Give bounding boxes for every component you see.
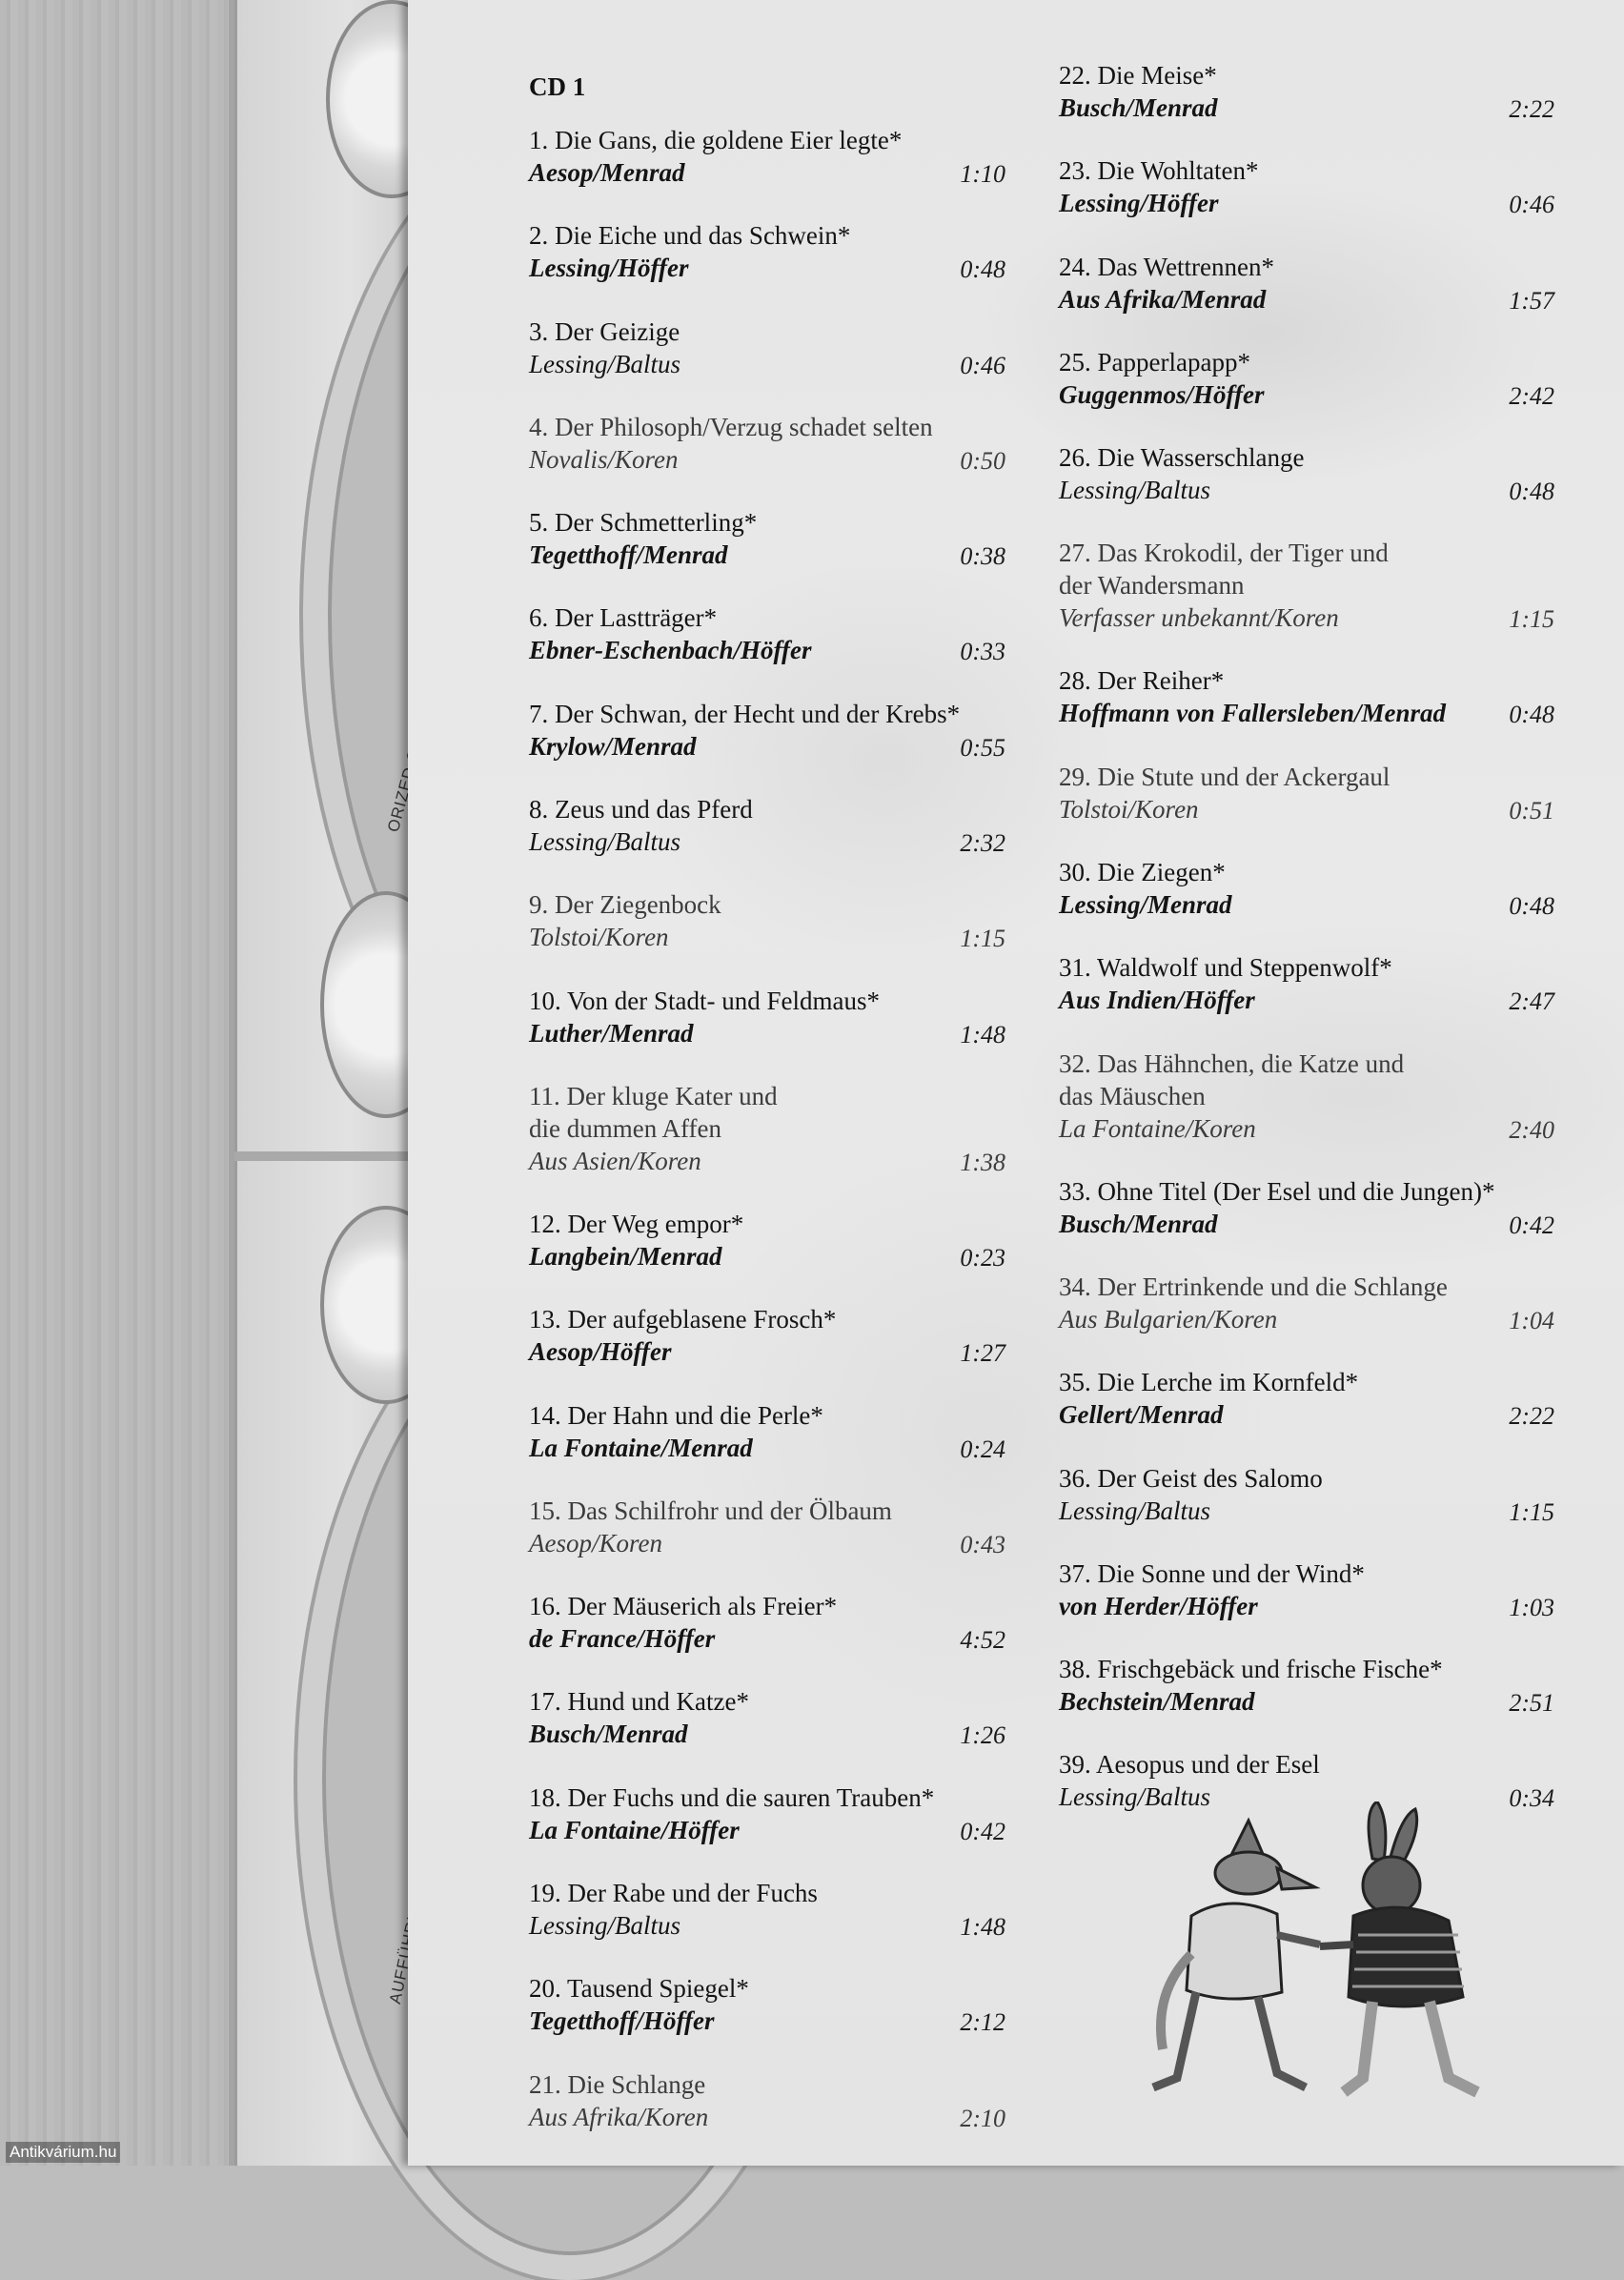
track-duration: 0:38 [960,542,1005,571]
track-author: Tolstoi/Koren [1059,794,1199,824]
track-row [1059,761,1554,856]
track-duration: 1:10 [960,160,1005,188]
track-title: 5. Der Schmetterling* [529,508,758,538]
track-duration: 1:38 [960,1148,1005,1176]
track-duration: 1:26 [960,1721,1005,1750]
track-row [1059,856,1554,951]
tracklist-booklet [408,0,1624,2166]
track-author: von Herder/Höffer [1059,1591,1258,1620]
track-title: 7. Der Schwan, der Hecht und der Krebs* [529,699,961,728]
track-author: Tolstoi/Koren [529,923,669,952]
track-author: Lessing/Baltus [1059,1782,1211,1812]
track-row [1059,154,1554,250]
fox-and-hare-puppets-illustration [1086,1802,1563,2126]
track-title: 10. Von der Stadt- und Feldmaus* [529,986,880,1015]
track-author: La Fontaine/Koren [1059,1113,1256,1143]
cd-heading: CD 1 [529,72,586,101]
track-duration: 1:15 [960,925,1005,953]
track-author: Hoffmann von Fallersleben/Menrad [1059,699,1447,728]
track-row [529,985,1005,1080]
track-title: 29. Die Stute und der Ackergaul [1059,762,1391,791]
track-row [1059,441,1554,537]
track-title: 33. Ohne Titel (Der Esel und die Jungen)* [1059,1176,1495,1206]
track-row [1059,951,1554,1047]
track-title: 34. Der Ertrinkende und die Schlange [1059,1272,1448,1301]
track-author: Lessing/Baltus [529,1911,681,1941]
track-duration: 0:55 [960,733,1005,762]
track-title: 6. Der Lastträger* [529,603,718,633]
track-author: Lessing/Baltus [529,349,681,378]
track-row [529,506,1005,601]
track-title: 23. Die Wohltaten* [1059,156,1259,186]
track-row [529,1685,1005,1781]
track-row [529,1972,1005,2067]
track-author: Busch/Menrad [1059,1209,1218,1238]
track-duration: 0:48 [1509,701,1554,729]
track-duration: 0:51 [1509,796,1554,824]
track-author: Aesop/Koren [529,1528,662,1557]
track-duration: 0:43 [960,1530,1005,1558]
track-title: 27. Das Krokodil, der Tiger und der Wandersmann [1059,539,1389,601]
track-title: 22. Die Meise* [1059,61,1217,90]
track-author: La Fontaine/Menrad [529,1433,753,1462]
track-row [529,888,1005,984]
track-duration: 0:48 [960,255,1005,284]
track-duration: 0:34 [1509,1784,1554,1813]
wall-background [0,0,233,2166]
track-duration: 2:42 [1509,381,1554,410]
track-duration: 0:42 [1509,1211,1554,1239]
track-title: 24. Das Wettrennen* [1059,252,1275,281]
track-duration: 2:22 [1509,1402,1554,1431]
track-row [529,1495,1005,1590]
track-title: 39. Aesopus und der Esel [1059,1750,1320,1780]
track-duration: 2:51 [1509,1689,1554,1718]
track-row [1059,1271,1554,1366]
track-title: 14. Der Hahn und die Perle* [529,1400,823,1430]
track-author: Verfasser unbekannt/Koren [1059,603,1339,633]
track-duration: 0:33 [960,638,1005,666]
track-row [1059,59,1554,154]
track-duration: 0:48 [1509,478,1554,506]
track-title: 3. Der Geizige [529,316,680,346]
track-duration: 0:23 [960,1243,1005,1272]
track-author: Aus Afrika/Koren [529,2102,709,2131]
track-title: 11. Der kluge Kater und die dummen Affen [529,1081,778,1143]
track-title: 31. Waldwolf und Steppenwolf* [1059,953,1392,983]
track-duration: 0:24 [960,1435,1005,1463]
track-author: Aus Afrika/Menrad [1059,284,1267,314]
track-row [1059,1366,1554,1461]
track-author: Lessing/Höffer [529,254,689,283]
track-duration: 2:40 [1509,1115,1554,1144]
track-duration: 1:15 [1509,1497,1554,1526]
track-duration: 0:46 [960,351,1005,379]
disc-copyright-text-upper: ORIZED [384,764,419,834]
track-author: Aesop/Menrad [529,158,685,187]
track-title: 13. Der aufgeblasene Frosch* [529,1305,837,1334]
track-row [1059,1462,1554,1557]
track-author: Lessing/Höffer [1059,189,1219,218]
track-duration: 0:48 [1509,892,1554,921]
fox-puppet [1153,1821,1320,2087]
track-title: 36. Der Geist des Salomo [1059,1463,1323,1493]
track-author: Guggenmos/Höffer [1059,379,1265,409]
site-watermark: Antikvárium.hu [6,2142,120,2163]
track-duration: 1:27 [960,1339,1005,1368]
track-author: Bechstein/Menrad [1059,1687,1255,1717]
track-title: 4. Der Philosoph/Verzug schadet selten [529,412,933,441]
track-title: 25. Papperlapapp* [1059,347,1250,377]
track-title: 8. Zeus und das Pferd [529,795,753,824]
track-author: Lessing/Baltus [1059,1496,1211,1525]
track-author: Lessing/Baltus [529,827,681,857]
track-title: 19. Der Rabe und der Fuchs [529,1879,818,1908]
track-title: 15. Das Schilfrohr und der Ölbaum [529,1496,892,1525]
track-title: 2. Die Eiche und das Schwein* [529,221,851,251]
track-author: Gellert/Menrad [1059,1400,1224,1430]
track-author: Busch/Menrad [1059,93,1218,122]
track-title: 32. Das Hähnchen, die Katze und das Mäuschen [1059,1048,1405,1110]
track-row [529,316,1005,411]
track-row [1059,251,1554,346]
track-author: Tegetthoff/Menrad [529,540,728,570]
track-row [529,1781,1005,1877]
track-author: Tegetthoff/Höffer [529,2006,715,2036]
track-row [529,2068,1005,2164]
track-duration: 2:47 [1509,987,1554,1016]
cd-case-seam [234,1151,421,1161]
track-author: Lessing/Menrad [1059,890,1232,920]
track-title: 18. Der Fuchs und die sauren Trauben* [529,1782,935,1812]
track-row [529,219,1005,315]
track-row [529,1303,1005,1398]
track-author: Aus Indien/Höffer [1059,986,1255,1015]
track-duration: 2:10 [960,2104,1005,2132]
hare-puppet [1320,1802,1477,2092]
track-author: Novalis/Koren [529,444,679,474]
track-author: de France/Höffer [529,1624,716,1654]
track-duration: 2:22 [1509,95,1554,123]
track-row [1059,1653,1554,1748]
track-duration: 1:48 [960,1913,1005,1942]
track-author: Lessing/Baltus [1059,476,1211,505]
track-title: 30. Die Ziegen* [1059,858,1226,887]
track-duration: 0:50 [960,446,1005,475]
track-row [529,793,1005,888]
track-duration: 0:42 [960,1817,1005,1845]
track-row [529,1208,1005,1303]
track-author: Busch/Menrad [529,1720,688,1749]
track-title: 20. Tausend Spiegel* [529,1974,749,2004]
track-duration: 2:32 [960,829,1005,858]
track-author: Aesop/Höffer [529,1337,672,1367]
track-row [1059,346,1554,441]
track-duration: 1:48 [960,1020,1005,1048]
track-title: 1. Die Gans, die goldene Eier legte* [529,126,903,154]
track-title: 12. Der Weg empor* [529,1209,744,1238]
track-row [529,698,1005,793]
track-row [1059,664,1554,760]
track-author: Ebner-Eschenbach/Höffer [529,636,812,665]
track-title: 17. Hund und Katze* [529,1687,749,1717]
track-row [529,601,1005,697]
track-title: 38. Frischgebäck und frische Fische* [1059,1655,1443,1684]
track-title: 9. Der Ziegenbock [529,890,721,920]
track-title: 16. Der Mäuserich als Freier* [529,1592,838,1621]
track-row [529,1080,1005,1208]
track-duration: 1:03 [1509,1593,1554,1621]
track-author: Aus Bulgarien/Koren [1059,1304,1278,1333]
track-row [529,1399,1005,1495]
track-row [529,411,1005,506]
track-row [529,1877,1005,1972]
track-duration: 0:46 [1509,191,1554,219]
track-duration: 1:57 [1509,286,1554,315]
track-row [529,124,1005,219]
track-duration: 2:12 [960,2008,1005,2037]
track-row [1059,537,1554,664]
track-author: Aus Asien/Koren [529,1146,701,1175]
track-duration: 4:52 [960,1626,1005,1655]
track-author: Krylow/Menrad [529,731,697,761]
track-row [529,1590,1005,1685]
tracklist-left-column [529,124,1005,2164]
track-title: 35. Die Lerche im Kornfeld* [1059,1368,1359,1397]
track-title: 28. Der Reiher* [1059,666,1225,696]
track-title: 37. Die Sonne und der Wind* [1059,1558,1365,1588]
track-title: 26. Die Wasserschlange [1059,443,1305,473]
track-author: Langbein/Menrad [529,1241,722,1271]
track-row [1059,1048,1554,1175]
track-author: Luther/Menrad [529,1018,694,1048]
track-duration: 1:15 [1509,605,1554,634]
tracklist-right-column [1059,59,1554,1844]
track-row [1059,1175,1554,1271]
track-author: La Fontaine/Höffer [529,1815,740,1844]
track-row [1059,1557,1554,1653]
track-duration: 1:04 [1509,1306,1554,1334]
track-title: 21. Die Schlange [529,2069,706,2099]
